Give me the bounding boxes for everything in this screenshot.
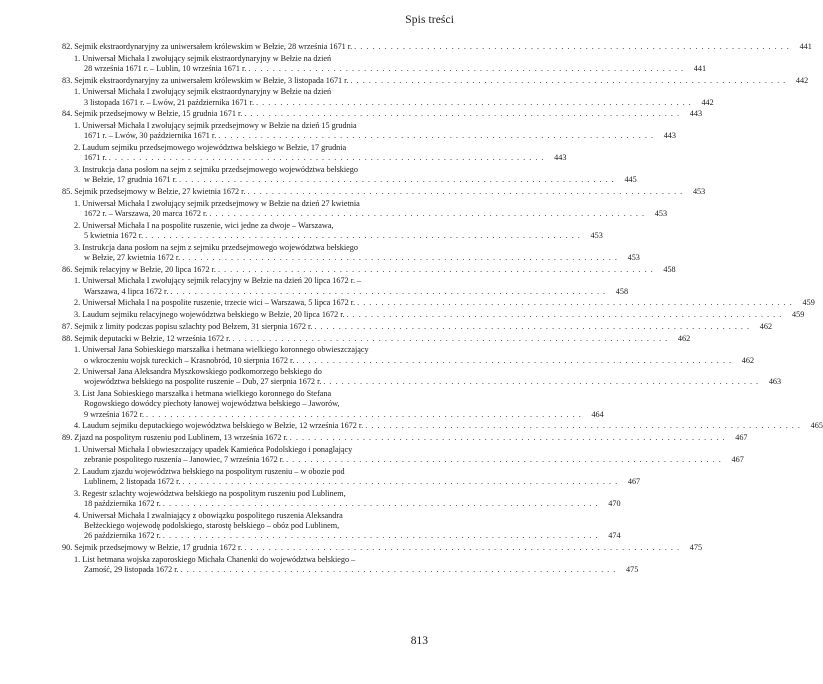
toc-entry-text: 3. List Jana Sobieskiego marszałka i hetmana wielkiego koronnego do Stefana xyxy=(74,389,332,399)
toc-entry-text: 1. Uniwersał Jana Sobieskiego marszałka i hetmana wielkiego koronnego obwieszczający xyxy=(74,345,369,355)
toc-entry-text: Zamość, 29 listopada 1672 r. xyxy=(84,564,179,574)
toc-entry-text: 28 września 1671 r. – Lublin, 10 września 1671 r. xyxy=(84,63,247,73)
toc-entry-text: 2. Uniwersał Michała I na pospolite ruszenie, wici jedne za dwoje – Warszawa, xyxy=(74,220,334,230)
dot-leader: . . . . . . . . . . . . . . . . . . . . . . . . . . . . . . . . . . . . . . . . . . . . . . . . . . . . . . . . . . . . . . . . . . . . . . . . xyxy=(209,208,646,218)
toc-entry-text: 1671 r. xyxy=(84,153,107,163)
toc-entry-text: o wkroczeniu wojsk tureckich – Krasnobród, 10 sierpnia 1672 r. xyxy=(84,355,295,365)
toc-subentry xyxy=(62,87,714,107)
toc-page-number: 453 xyxy=(692,187,706,197)
toc-subentry xyxy=(62,53,707,74)
dot-leader: . . . . . . . . . . . . . . . . . . . . . . . . . . . . . . . . . . . . . . . . . . . . . . . . . . . . . . . . . . . . . . . . . . . . . . . . xyxy=(354,42,790,51)
toc-page-number: 465 xyxy=(810,421,823,431)
toc-subentry xyxy=(62,510,621,542)
toc-entry-text: 5 kwietnia 1672 r. xyxy=(84,230,144,240)
toc-section-entry xyxy=(62,187,706,197)
dot-leader: . . . . . . . . . . . . . . . . . . . . . . . . . . . . . . . . . . . . . . . . . . . . . . . . . . . . . . . . . . . . . . . . . . . . . . . . xyxy=(256,97,692,107)
toc-section-entry xyxy=(62,542,703,553)
toc-entry-text: Bełżeckiego wojewodę podolskiego, starostę bełskiego – obóz pod Lublinem, xyxy=(84,520,340,530)
toc-entry-text: Lublinem, 2 listopada 1672 r. xyxy=(84,477,181,487)
toc-entry-text: 1. Uniwersał Michała I zwołujący sejmik relacyjny w Bełzie na dzień 20 lipca 1672 r. – xyxy=(74,276,362,286)
toc-entry-text: 1671 r. – Lwów, 30 października 1671 r. xyxy=(84,131,217,141)
toc-page-number: 441 xyxy=(693,63,707,73)
toc-page-number: 467 xyxy=(731,455,744,465)
toc-page-number: 459 xyxy=(802,298,815,308)
toc-section-entry xyxy=(62,264,676,275)
toc-entry-text: 1. Uniwersał Michała I zwołujący sejmik ekstraordynaryjny w Bełzie na dzień xyxy=(74,53,332,63)
toc-entry-text: 82. Sejmik ekstraordynaryjny za uniwersałem królewskim w Bełzie, 28 września 1671 r. xyxy=(62,42,353,51)
toc-subentry xyxy=(62,345,755,365)
toc-page-number: 443 xyxy=(689,109,703,119)
toc-entry-text: zebranie pospolitego ruszenia – Janowiec, 7 września 1672 r. xyxy=(84,455,285,465)
toc-page-number: 467 xyxy=(735,433,748,443)
toc-page-number: 470 xyxy=(608,499,621,508)
running-head-title: Spis treści xyxy=(405,14,454,26)
toc-entry-text: w Bełzie, 17 grudnia 1671 r. xyxy=(84,175,178,185)
toc-subentry xyxy=(62,554,639,575)
toc-page-number: 475 xyxy=(689,542,703,552)
dot-leader: . . . . . . . . . . . . . . . . . . . . . . . . . . . . . . . . . . . . . . . . . . . . . . . . . . . . . . . . . . . . . . . . . . . . . . . . xyxy=(357,298,793,308)
toc-entry-text: 4. Laudum sejmiku deputackiego województwa bełskiego w Bełzie, 12 września 1672 r. xyxy=(74,421,364,431)
toc-page-number: 459 xyxy=(792,310,805,320)
toc-subentry xyxy=(62,220,603,241)
toc-subentry xyxy=(62,466,641,487)
dot-leader: . . . . . . . . . . . . . . . . . . . . . . . . . . . . . . . . . . . . . . . . . . . . . . . . . . . . . . . . . . . . . . . . . . . . . . . . xyxy=(108,153,545,163)
dot-leader: . . . . . . . . . . . . . . . . . . . . . . . . . . . . . . . . . . . . . . . . . . . . . . . . . . . . . . . . . . . . . . . . . . . . . . . . xyxy=(162,531,599,541)
toc-subentry xyxy=(62,143,567,163)
toc-page-number: 464 xyxy=(591,409,604,419)
dot-leader: . . . . . . . . . . . . . . . . . . . . . . . . . . . . . . . . . . . . . . . . . . . . . . . . . . . . . . . . . . . . . . . . . . . . . . . . xyxy=(296,355,733,365)
toc-entry-text: 4. Uniwersał Michała I zwalniający z obowiązku pospolitego ruszenia Aleksandra xyxy=(74,510,343,520)
toc-entry-text: 86. Sejmik relacyjny w Bełzie, 20 lipca 1672 r. xyxy=(62,264,216,274)
dot-leader: . . . . . . . . . . . . . . . . . . . . . . . . . . . . . . . . . . . . . . . . . . . . . . . . . . . . . . . . . . . . . . . . . . . . . . . . xyxy=(286,455,722,465)
toc-subentry xyxy=(62,198,668,219)
toc-entry-text: 87. Sejmik z limity podczas popisu szlachty pod Bełzem, 31 sierpnia 1672 r. xyxy=(62,321,313,331)
page-number: 813 xyxy=(410,635,428,647)
toc-entry-text: 26 października 1672 r. xyxy=(84,531,161,541)
toc-entry-text: 3. Regestr szlachty województwa bełskiego na pospolitym ruszeniu pod Lublinem, xyxy=(74,488,346,498)
toc-entry-text: 1. Uniwersał Michała I zwołujący sejmik ekstraordynaryjny w Bełzie na dzień xyxy=(74,87,332,97)
toc-subentry xyxy=(62,242,640,263)
toc-section-entry xyxy=(62,75,809,86)
toc-section-entry xyxy=(62,42,812,52)
toc-entry-text: 3. Instrukcja dana posłom na sejm z sejmiku przedsejmowego województwa bełskiego xyxy=(74,165,358,175)
toc-entry-text: 2. Uniwersał Jana Aleksandra Myszkowskiego podkomorzego bełskiego do xyxy=(74,367,322,377)
toc-entry-text: 83. Sejmik ekstraordynaryjny za uniwersałem królewskim w Bełzie, 3 listopada 1671 r. xyxy=(62,75,349,85)
toc-page-number: 443 xyxy=(554,153,567,163)
dot-leader: . . . . . . . . . . . . . . . . . . . . . . . . . . . . . . . . . . . . . . . . . . . . . . . . . . . . . . . . . . . . . . . . . . . . . . . . xyxy=(314,321,751,331)
toc-subentry xyxy=(62,367,782,387)
toc-subentry xyxy=(62,421,823,431)
toc-entry-text: 84. Sejmik przedsejmowy w Bełzie, 15 grudnia 1671 r. xyxy=(62,109,243,119)
toc-entry-text: 88. Sejmik deputacki w Bełzie, 12 września 1672 r. xyxy=(62,333,231,343)
toc-entry-text: 89. Zjazd na pospolitym ruszeniu pod Lublinem, 13 września 1672 r. xyxy=(62,433,288,443)
dot-leader: . . . . . . . . . . . . . . . . . . . . . . . . . . . . . . . . . . . . . . . . . . . . . . . . . . . . . . . . . . . . . . . . . . . . . . . . xyxy=(180,564,617,574)
toc-page-number: 462 xyxy=(677,333,691,343)
toc-subentry xyxy=(62,444,744,465)
toc-subentry xyxy=(62,276,629,296)
toc-entry-text: 9 września 1672 r. xyxy=(84,409,145,419)
toc-entry-text: 2. Laudum sejmiku przedsejmowego województwa bełskiego w Bełzie, 17 grudnia xyxy=(74,143,347,153)
toc-entry-text: 3 listopada 1671 r. – Lwów, 21 października 1671 r. xyxy=(84,97,255,107)
toc-entry-text: 1. Uniwersał Michała I obwieszczający upadek Kamieńca Podolskiego i ponaglający xyxy=(74,444,353,454)
toc-section-entry xyxy=(62,433,748,443)
toc-page-number: 453 xyxy=(654,208,668,218)
dot-leader: . . . . . . . . . . . . . . . . . . . . . . . . . . . . . . . . . . . . . . . . . . . . . . . . . . . . . . . . . . . . . . . . . . . . . . . . xyxy=(145,230,581,240)
dot-leader: . . . . . . . . . . . . . . . . . . . . . . . . . . . . . . . . . . . . . . . . . . . . . . . . . . . . . . . . . . . . . . . . . . . . . . . . xyxy=(170,286,607,296)
dot-leader: . . . . . . . . . . . . . . . . . . . . . . . . . . . . . . . . . . . . . . . . . . . . . . . . . . . . . . . . . . . . . . . . . . . . . . . . xyxy=(248,63,685,73)
toc-page-number: 443 xyxy=(663,131,676,141)
toc-page-number: 453 xyxy=(590,230,603,240)
dot-leader: . . . . . . . . . . . . . . . . . . . . . . . . . . . . . . . . . . . . . . . . . . . . . . . . . . . . . . . . . . . . . . . . . . . . . . . . xyxy=(365,421,801,431)
toc-entry-text: 3. Laudum sejmiku relacyjnego województwa bełskiego w Bełzie, 20 lipca 1672 r. xyxy=(74,310,345,320)
dot-leader: . . . . . . . . . . . . . . . . . . . . . . . . . . . . . . . . . . . . . . . . . . . . . . . . . . . . . . . . . . . . . . . . . . . . . . . . xyxy=(350,75,787,85)
toc-entry-text: województwa bełskiego na pospolite ruszenie – Dub, 27 sierpnia 1672 r. xyxy=(84,377,322,387)
toc-page-number: 462 xyxy=(759,321,773,331)
dot-leader: . . . . . . . . . . . . . . . . . . . . . . . . . . . . . . . . . . . . . . . . . . . . . . . . . . . . . . . . . . . . . . . . . . . . . . . . xyxy=(162,499,599,508)
dot-leader: . . . . . . . . . . . . . . . . . . . . . . . . . . . . . . . . . . . . . . . . . . . . . . . . . . . . . . . . . . . . . . . . . . . . . . . . xyxy=(289,433,726,443)
toc-entry-text: 2. Laudum zjazdu województwa bełskiego na pospolitym ruszeniu – w obozie pod xyxy=(74,466,345,476)
dot-leader: . . . . . . . . . . . . . . . . . . . . . . . . . . . . . . . . . . . . . . . . . . . . . . . . . . . . . . . . . . . . . . . . . . . . . . . . xyxy=(146,409,582,419)
toc-page-number: 442 xyxy=(701,97,714,107)
toc-entry-text: 90. Sejmik przedsejmowy w Bełzie, 17 grudnia 1672 r. xyxy=(62,542,243,552)
toc-page-number: 458 xyxy=(663,264,676,274)
toc-page-number: 445 xyxy=(624,175,637,185)
toc-entry-text: 18 października 1672 r. xyxy=(84,499,161,508)
dot-leader: . . . . . . . . . . . . . . . . . . . . . . . . . . . . . . . . . . . . . . . . . . . . . . . . . . . . . . . . . . . . . . . . . . . . . . . . xyxy=(232,333,669,343)
dot-leader: . . . . . . . . . . . . . . . . . . . . . . . . . . . . . . . . . . . . . . . . . . . . . . . . . . . . . . . . . . . . . . . . . . . . . . . . xyxy=(218,131,654,141)
dot-leader: . . . . . . . . . . . . . . . . . . . . . . . . . . . . . . . . . . . . . . . . . . . . . . . . . . . . . . . . . . . . . . . . . . . . . . . . xyxy=(182,477,619,487)
toc-entry-text: 1672 r. – Warszawa, 20 marca 1672 r. xyxy=(84,208,208,218)
toc-subentry xyxy=(62,488,621,509)
dot-leader: . . . . . . . . . . . . . . . . . . . . . . . . . . . . . . . . . . . . . . . . . . . . . . . . . . . . . . . . . . . . . . . . . . . . . . . . xyxy=(217,264,654,274)
toc-entry-text: 3. Instrukcja dana posłom na sejm z sejmiku przedsejmowego województwa bełskiego xyxy=(74,242,358,252)
toc-subentry xyxy=(62,389,604,420)
toc-section-entry xyxy=(62,321,773,332)
toc-entry-text: 1. Uniwersał Michała I zwołujący sejmik przedsejmowy w Bełzie na dzień 27 kwietnia xyxy=(74,198,360,208)
dot-leader: . . . . . . . . . . . . . . . . . . . . . . . . . . . . . . . . . . . . . . . . . . . . . . . . . . . . . . . . . . . . . . . . . . . . . . . . xyxy=(182,252,618,262)
toc-page-number: 463 xyxy=(768,377,782,387)
toc-subentry xyxy=(62,310,805,320)
toc-entry-text: Warszawa, 4 lipca 1672 r. xyxy=(84,286,169,296)
toc-subentry xyxy=(62,298,815,308)
toc-entry-text: 1. List hetmana wojska zaporoskiego Michała Chanenki do województwa bełskiego – xyxy=(74,554,356,564)
toc-subentry xyxy=(62,165,637,185)
toc-entry-text: 2. Uniwersał Michała I na pospolite ruszenie, trzecie wici – Warszawa, 5 lipca 1672 r. xyxy=(74,298,356,308)
toc-entry-text: Rogowskiego dowódcy piechoty łanowej województwa bełskiego – Jaworów, xyxy=(84,399,340,409)
table-of-contents xyxy=(62,42,823,577)
toc-page-number: 453 xyxy=(627,252,640,262)
toc-entry-text: 1. Uniwersał Michała I zwołujący sejmik przedsejmowy w Bełzie na dzień 15 grudnia xyxy=(74,121,357,131)
dot-leader: . . . . . . . . . . . . . . . . . . . . . . . . . . . . . . . . . . . . . . . . . . . . . . . . . . . . . . . . . . . . . . . . . . . . . . . . xyxy=(244,109,681,119)
dot-leader: . . . . . . . . . . . . . . . . . . . . . . . . . . . . . . . . . . . . . . . . . . . . . . . . . . . . . . . . . . . . . . . . . . . . . . . . xyxy=(247,187,684,197)
toc-page-number: 475 xyxy=(626,564,639,574)
toc-page-number: 441 xyxy=(799,42,812,51)
toc-page-number: 467 xyxy=(627,477,641,487)
toc-page-number: 442 xyxy=(795,75,809,85)
toc-entry-text: 85. Sejmik przedsejmowy w Bełzie, 27 kwietnia 1672 r. xyxy=(62,187,246,197)
dot-leader: . . . . . . . . . . . . . . . . . . . . . . . . . . . . . . . . . . . . . . . . . . . . . . . . . . . . . . . . . . . . . . . . . . . . . . . . xyxy=(244,542,681,552)
toc-section-entry xyxy=(62,333,691,344)
toc-page-number: 474 xyxy=(608,531,621,541)
toc-page-number: 458 xyxy=(615,286,629,296)
toc-page-number: 462 xyxy=(741,355,755,365)
toc-section-entry xyxy=(62,109,703,119)
dot-leader: . . . . . . . . . . . . . . . . . . . . . . . . . . . . . . . . . . . . . . . . . . . . . . . . . . . . . . . . . . . . . . . . . . . . . . . . xyxy=(323,377,760,387)
toc-subentry xyxy=(62,121,676,141)
toc-entry-text: w Bełzie, 27 kwietnia 1672 r. xyxy=(84,252,181,262)
dot-leader: . . . . . . . . . . . . . . . . . . . . . . . . . . . . . . . . . . . . . . . . . . . . . . . . . . . . . . . . . . . . . . . . . . . . . . . . xyxy=(346,310,783,320)
dot-leader: . . . . . . . . . . . . . . . . . . . . . . . . . . . . . . . . . . . . . . . . . . . . . . . . . . . . . . . . . . . . . . . . . . . . . . . . xyxy=(179,175,615,185)
